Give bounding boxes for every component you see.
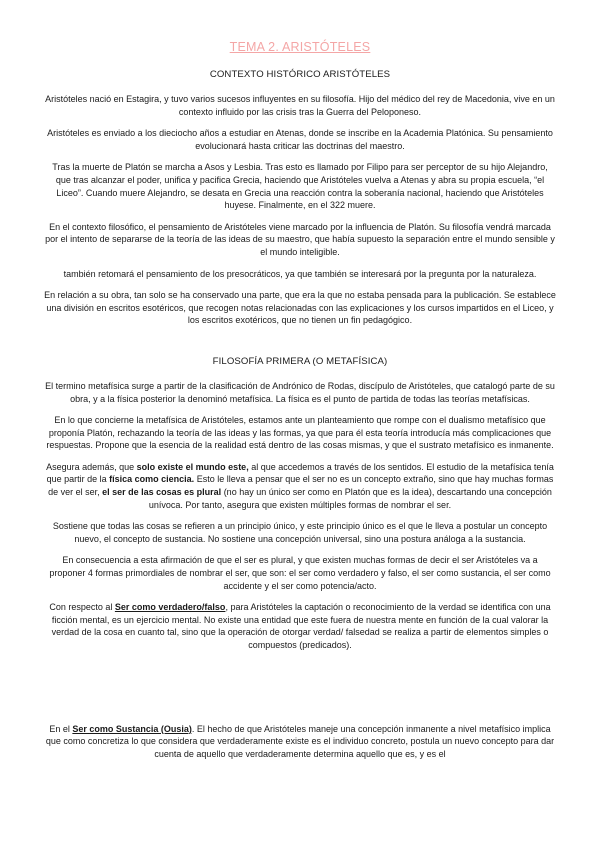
bold-phrase: el ser de las cosas es plural: [102, 487, 222, 498]
paragraph: también retomará el pensamiento de los presocráticos, ya que también se interesará por la pregunta por la naturaleza.: [63, 268, 537, 279]
paragraph: En consecuencia a esta afirmación de que el ser es plural, y que existen muchas formas de decir el ser Aristóteles va a proponer 4 formas primordiales de nombrar el ser, que son: el ser como verdadero y falso, el ser como sustancia, el ser como accidente y el ser como potencia/acto.: [49, 555, 551, 591]
paragraph: El termino metafísica surge a partir de la clasificación de Andrónico de Rodas, discípulo de Aristóteles, que catalogó parte de su obra, y a la física posterior la denominó metafísica. La física es el punto de partida de todas las teorías metafísicas.: [45, 380, 555, 404]
section-heading-contexto: CONTEXTO HISTÓRICO ARISTÓTELES: [209, 69, 391, 80]
spacer: [44, 661, 556, 723]
paragraph: Aristóteles nació en Estagira, y tuvo varios sucesos influyentes en su filosofía. Hijo del médico del rey de Macedonia, vive en un contexto influido por las crisis tras la Guerra del Peloponeso.: [45, 94, 555, 117]
paragraph: En el Ser como Sustancia (Ousia). El hecho de que Aristóteles maneje una concepción inmanente a nivel metafísico implica que como concretiza lo que considera que verdaderamente existe es el individuo concreto, postula un nuevo concepto para dar cuenta de aquello que verdaderamente determina aquello que es, y es el: [45, 723, 555, 759]
paragraph: En lo que concierne la metafísica de Aristóteles, estamos ante un planteamiento que rompe con el dualismo metafísico que proponía Platón, rechazando la teoría de las ideas y las formas, ya que para él esta teoría introducía más complicaciones que respuestas. Propone que la esencia de la realidad está dentro de las cosas mismas, y que el sustrato metafísico es inmanente.: [46, 415, 554, 451]
underlined-term: Ser como verdadero/falso: [114, 602, 226, 613]
underlined-term: Ser como Sustancia (Ousia): [72, 723, 192, 734]
spacer: [44, 336, 556, 356]
paragraph: Asegura además, que solo existe el mundo este, al que accedemos a través de los sentidos. El estudio de la metafísica tenía que partir de la física como ciencia. Esto le lleva a pensar que el ser no es un concepto extraño, sino que hay muchas formas de ver el ser, el ser de las cosas es plural (no hay un único ser como en Platón que es la idea), descartando una concepción unívoca. Por tanto, asegura que existen múltiples formas de nombrar el ser.: [46, 461, 554, 510]
paragraph: Aristóteles es enviado a los dieciocho años a estudiar en Atenas, donde se inscribe en la Academia Platónica. Su pensamiento evolucionará hasta criticar las doctrinas del maestro.: [47, 128, 553, 151]
paragraph: Sostiene que todas las cosas se refieren a un principio único, y este principio único es el que le lleva a postular un concepto nuevo, el concepto de sustancia. No sostiene una concepción universal, sino una postura análoga a la sustancia.: [52, 521, 548, 544]
bold-phrase: física como ciencia.: [109, 474, 195, 485]
section-heading-metafisica: FILOSOFÍA PRIMERA (O METAFÍSICA): [212, 355, 388, 367]
paragraph: En el contexto filosófico, el pensamiento de Aristóteles viene marcado por la influencia de Platón. Su filosofía vendrá marcada por el intento de separarse de la teoría de las ideas de su maestro, que había supuesto la separación entre el mundo sensible y el mundo inteligible.: [45, 221, 555, 257]
bold-phrase: solo existe el mundo este,: [136, 461, 249, 472]
paragraph: En relación a su obra, tan solo se ha conservado una parte, que era la que no estaba pensada para la publicación. Se establece una división en escritos esotéricos, que recogen notas relacionadas con las explicaciones y los cursos impartidos en el Liceo, y los escritos exotéricos, que no tienen un fin pedagógico.: [44, 290, 556, 326]
paragraph: Tras la muerte de Platón se marcha a Asos y Lesbia. Tras esto es llamado por Filipo para ser perceptor de su hijo Alejandro, que tras alcanzar el poder, unifica y pacifica Grecia, haciendo que Aristóteles vuelva a Atenas y abra su propia escuela, “el Liceo”. Cuando muere Alejandro, se desata en Grecia una reacción contra la soberanía nacional, haciendo que Aristóteles huyese. Finalmente, en el 322 muere.: [52, 162, 548, 211]
document-title: TEMA 2. ARISTÓTELES: [229, 40, 371, 54]
paragraph: Con respecto al Ser como verdadero/falso, para Aristóteles la captación o reconocimiento de la verdad se identifica con una ficción mental, es un ejercicio mental. No existe una entidad que este fuera de nuestra mente en función de la cual valorar la verdad de la cosa en cuanto tal, sino que la operación de otorgar verdad/ falsedad se realiza a partir de elementos simples o compuestos (predicados).: [49, 602, 551, 650]
